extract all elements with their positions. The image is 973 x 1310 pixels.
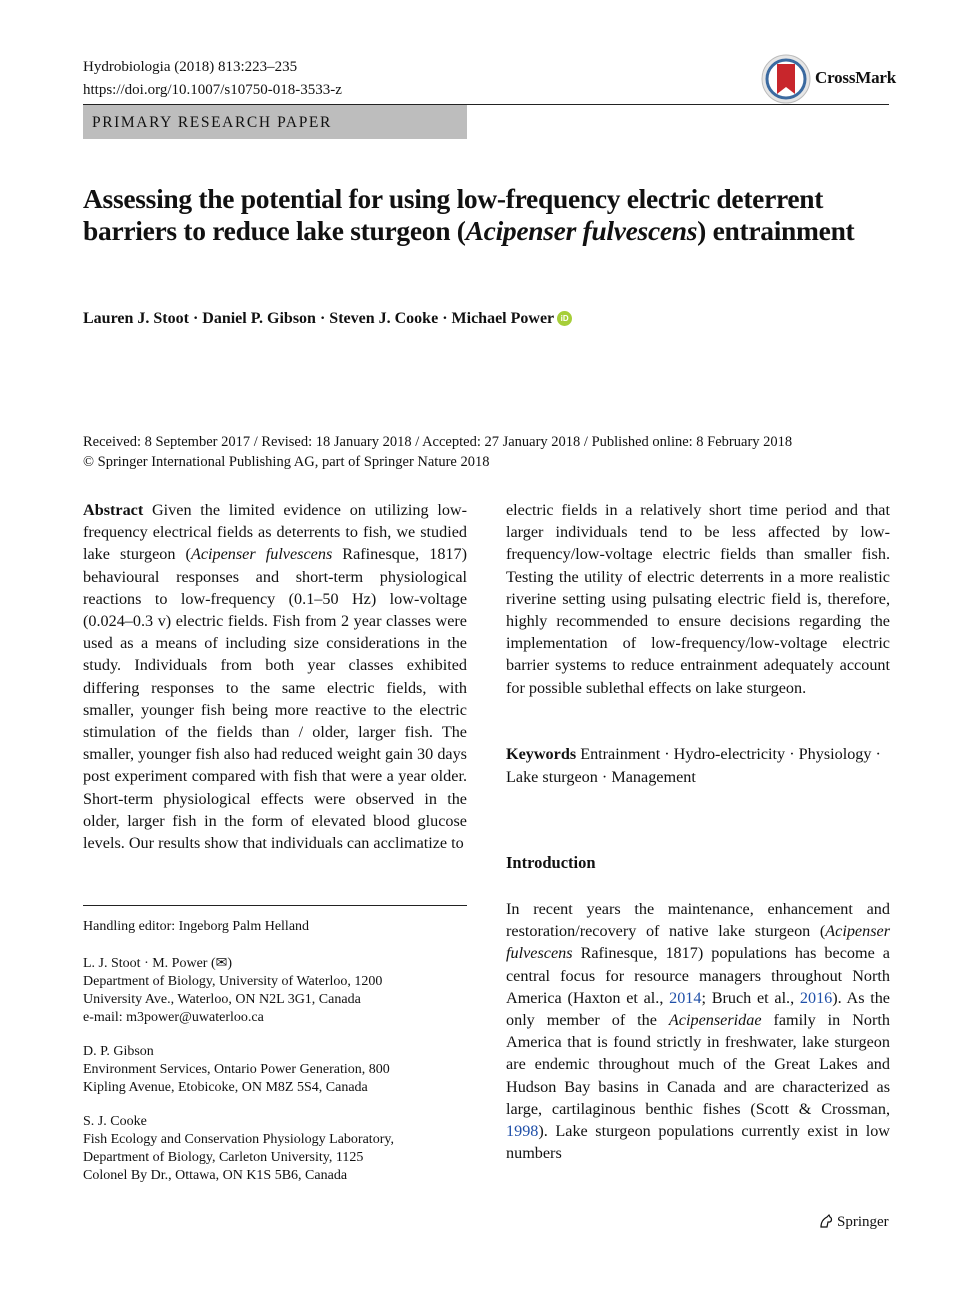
- author-3[interactable]: Steven J. Cooke: [329, 310, 439, 327]
- author-2[interactable]: Daniel P. Gibson: [202, 310, 316, 327]
- abstract-label: Abstract: [83, 501, 144, 519]
- springer-horse-icon: [818, 1213, 834, 1229]
- history-line: Received: 8 September 2017 / Revised: 18 January 2018 / Accepted: 27 January 2018 / Published online: 8 February 2018: [83, 434, 793, 450]
- author-1[interactable]: Lauren J. Stoot: [83, 310, 189, 327]
- paper-title: Assessing the potential for using low-frequency electric deterrent barriers to reduce lake sturgeon (Acipenser fulvescens) entrainment: [83, 183, 855, 246]
- footnote-rule: [83, 905, 467, 906]
- author-4[interactable]: Michael Power: [451, 310, 555, 327]
- abstract-column-left: Abstract Given the limited evidence on utilizing low-frequency electrical fields as deterrents to fish, we studied lake sturgeon (Acipenser fulvescens Rafinesque, 1817) behavioural responses and short-term physiological reactions to low-frequency (0.1–50 Hz) low-voltage (0.024–0.3 v) electric fields. Fish from 2 year classes were used as a means of including size considerations in the study. Individuals from both year classes exhibited differing responses to the same electric fields, with smaller, younger fish being more reactive to the electric stimulation of the fields than / older, larger fish. The smaller, younger fish also had reduced weight gain 30 days post experiment compared with fish that were a year older. Short-term physiological effects were observed in the older, larger fish in the form of elevated blood glucose levels. Our results show that individuals can acclimatize to: [83, 501, 468, 853]
- publisher-name: Springer: [837, 1214, 889, 1230]
- doi-link[interactable]: https://doi.org/10.1007/s10750-018-3533-z: [83, 82, 342, 98]
- citation-link[interactable]: 2014: [669, 988, 702, 1007]
- affiliation-3: S. J. Cooke Fish Ecology and Conservation Physiology Laboratory, Department of Biology, Carleton University, 1125 Colonel By Dr., Ottawa, ON K1S 5B6, Canada: [83, 1114, 394, 1183]
- publisher-logo: [818, 1213, 889, 1231]
- keywords-text: Entrainment · Hydro-electricity · Physiology · Lake sturgeon · Management: [506, 745, 881, 786]
- orcid-icon[interactable]: iD: [557, 311, 572, 326]
- citation-link[interactable]: 1998: [506, 1122, 539, 1141]
- journal-citation: [83, 56, 342, 102]
- abstract-column-right: electric fields in a relatively short time period and that larger individuals tend to be less affected by low-frequency/low-voltage electric fields than smaller fish. Testing the utility of electric deterrents in a more realistic riverine setting using pulsating electric field is, therefore, highly recommended to ensure decisions regarding the implementation of low-frequency/low-voltage electric barrier systems to reduce entrainment adequately account for possible sublethal effects on lake sturgeon.: [506, 501, 890, 697]
- introduction-text: In recent years the maintenance, enhancement and restoration/recovery of native lake sturgeon (Acipenser fulvescens Rafinesque, 1817) populations has become a central focus for resource managers throughout North America (Haxton et al., 2014; Bruch et al., 2016). As the only member of the Acipenseridae family in North America that is found strictly in freshwater, lake sturgeon are endemic throughout much of the Great Lakes and Hudson Bay basins in Canada and are characterized as large, cartilaginous benthic fishes (Scott & Crossman, 1998). Lake sturgeon populations currently exist in low numbers: [506, 900, 890, 1163]
- crossmark-label: CrossMark: [815, 68, 896, 87]
- author-list: Lauren J. Stoot · Daniel P. Gibson · Steven J. Cooke · Michael Power iD: [83, 310, 572, 328]
- citation-link[interactable]: 2016: [799, 988, 833, 1007]
- handling-editor: Handling editor: Ingeborg Palm Helland: [83, 919, 310, 934]
- copyright-line: © Springer International Publishing AG, part of Springer Nature 2018: [83, 454, 490, 470]
- keywords: [506, 743, 890, 788]
- introduction-heading: Introduction: [506, 853, 596, 872]
- article-type-banner: PRIMARY RESEARCH PAPER: [83, 105, 467, 139]
- email-link[interactable]: e-mail: m3power@uwaterloo.ca: [83, 1010, 264, 1025]
- journal-line: Hydrobiologia (2018) 813:223–235: [83, 59, 298, 75]
- affiliation-2: D. P. Gibson Environment Services, Ontario Power Generation, 800 Kipling Avenue, Etobicoke, ON M8Z 5S4, Canada: [83, 1044, 390, 1095]
- publication-dates: [83, 432, 792, 472]
- affiliation-1: L. J. Stoot · M. Power (✉) Department of Biology, University of Waterloo, 1200 University Ave., Waterloo, ON N2L 3G1, Canada e-mail: m3power@uwaterloo.ca: [83, 955, 467, 1027]
- keywords-label: Keywords: [506, 745, 577, 763]
